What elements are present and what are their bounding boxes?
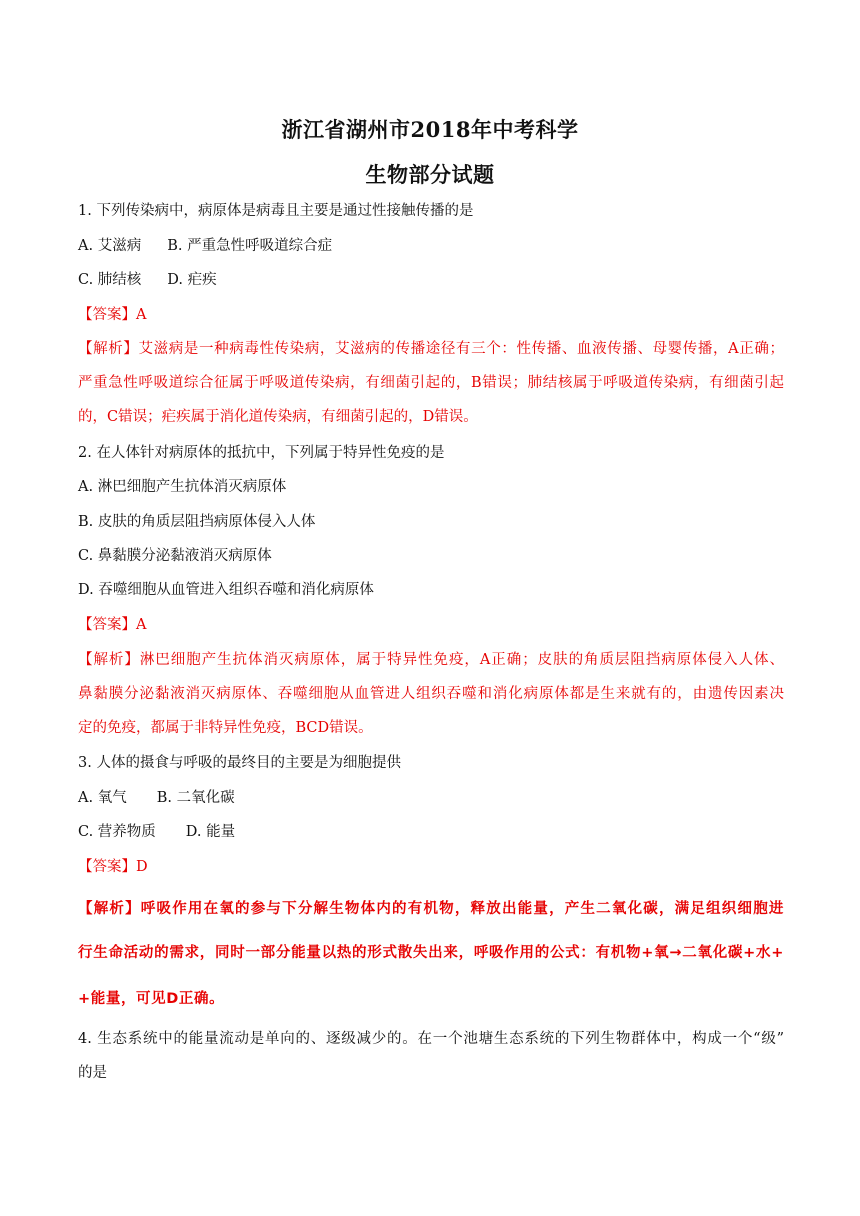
question-3-options-cd	[78, 821, 784, 843]
option-c: C. 营养物质	[78, 824, 156, 840]
question-2-option-c: C. 鼻黏膜分泌黏液消灭病原体	[78, 548, 272, 564]
analysis-1-line-1: 【解析】艾滋病是一种病毒性传染病，艾滋病的传播途径有三个：性传播、血液传播、母婴传播，A正确；	[78, 341, 784, 357]
question-2-option-b: B. 皮肤的角质层阻挡病原体侵入人体	[78, 514, 316, 530]
analysis-3-line-2: 行生命活动的需求，同时一部分能量以热的形式散失出来，呼吸作用的公式：有机物+氧→二氧化碳+水+	[78, 945, 784, 961]
question-4-line-2: 的是	[78, 1065, 107, 1081]
option-a: A. 艾滋病	[78, 238, 142, 254]
question-2: 2. 在人体针对病原体的抵抗中，下列属于特异性免疫的是	[78, 445, 445, 461]
document-title: 浙江省湖州市2018年中考科学	[281, 117, 579, 142]
analysis-1-line-2: 严重急性呼吸道综合征属于呼吸道传染病，有细菌引起的，B错误；肺结核属于呼吸道传染病，有细菌引起	[78, 375, 784, 391]
question-1-options-ab	[78, 235, 784, 257]
option-b: B. 二氧化碳	[156, 790, 235, 806]
question-3: 3. 人体的摄食与呼吸的最终目的主要是为细胞提供	[78, 755, 401, 771]
option-b: B. 严重急性呼吸道综合症	[167, 238, 333, 254]
question-1-options-cd	[78, 269, 784, 291]
option-d: D. 能量	[185, 824, 236, 840]
option-c: C. 肺结核	[78, 272, 142, 288]
question-2-option-a: A. 淋巴细胞产生抗体消灭病原体	[78, 479, 287, 495]
question-3-options-ab	[78, 787, 784, 809]
analysis-2-line-2: 鼻黏膜分泌黏液消灭病原体、吞噬细胞从血管进人组织吞噬和消化病原体都是生来就有的，由遗传因素决	[78, 686, 784, 702]
question-1: 1. 下列传染病中，病原体是病毒且主要是通过性接触传播的是	[78, 203, 474, 219]
analysis-3-line-1: 【解析】呼吸作用在氧的参与下分解生物体内的有机物，释放出能量，产生二氧化碳，满足组织细胞进	[78, 901, 784, 917]
analysis-3-line-3: +能量，可见D正确。	[78, 991, 225, 1007]
answer-3: 【答案】D	[78, 859, 148, 875]
option-a: A. 氧气	[78, 790, 127, 806]
answer-1: 【答案】A	[78, 307, 147, 323]
analysis-1-line-3: 的，C错误；疟疾属于消化道传染病，有细菌引起的，D错误。	[78, 409, 478, 425]
document-subtitle: 生物部分试题	[365, 162, 495, 187]
analysis-2-line-3: 定的免疫，都属于非特异性免疫，BCD错误。	[78, 720, 373, 736]
option-d: D. 疟疾	[167, 272, 217, 288]
answer-2: 【答案】A	[78, 617, 147, 633]
analysis-2-line-1: 【解析】淋巴细胞产生抗体消灭病原体，属于特异性免疫，A正确；皮肤的角质层阻挡病原体侵入人体、	[78, 652, 784, 668]
question-4-line-1: 4. 生态系统中的能量流动是单向的、逐级减少的。在一个池塘生态系统的下列生物群体中，构成一个“级”	[78, 1031, 784, 1047]
question-2-option-d: D. 吞噬细胞从血管进入组织吞噬和消化病原体	[78, 582, 374, 598]
